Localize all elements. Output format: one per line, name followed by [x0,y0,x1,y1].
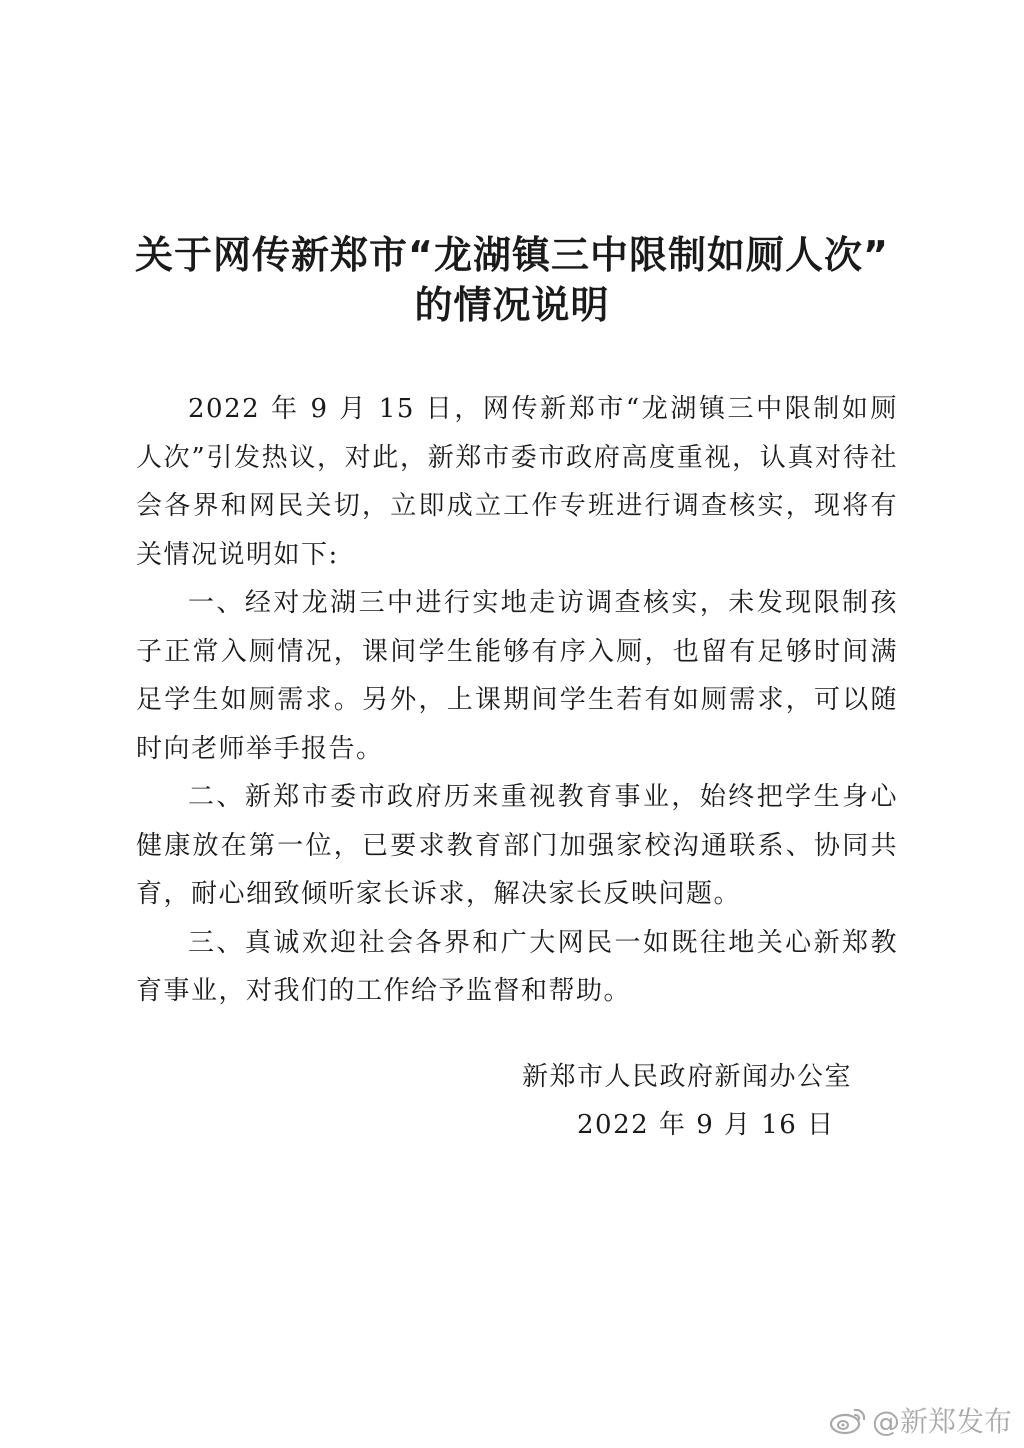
paragraph-point-3: 三、真诚欢迎社会各界和广大网民一如既往地关心新郑教育事业，对我们的工作给予监督和帮助。 [136,927,898,1006]
paragraph-point-1: 一、经对龙湖三中进行实地走访调查核实，未发现限制孩子正常入厕情况，课间学生能够有序入厕，也留有足够时间满足学生如厕需求。另外，上课期间学生若有如厕需求，可以随时向老师举手报告。 [136,588,898,764]
weibo-watermark [828,1400,1012,1440]
document-title-line-1: 关于网传新郑市“龙湖镇三中限制如厕人次” [135,233,889,277]
document-body [136,385,898,1016]
paragraph-point-2: 二、新郑市委市政府历来重视教育事业，始终把学生身心健康放在第一位，已要求教育部门加强家校沟通联系、协同共育，耐心细致倾听家长诉求，解决家长反映问题。 [136,782,898,909]
document-title-line-2: 的情况说明 [414,283,610,327]
weibo-icon [828,1405,868,1435]
signature-date: 2022 年 9 月 16 日 [577,1110,835,1140]
signature-organization: 新郑市人民政府新闻办公室 [522,1062,853,1092]
paragraph-intro: 2022 年 9 月 15 日，网传新郑市“龙湖镇三中限制如厕人次”引发热议，对此，新郑市委市政府高度重视，认真对待社会各界和网民关切，立即成立工作专班进行调查核实，现将有关情况说明如下: [136,394,898,570]
watermark-text: @新郑发布 [871,1405,1012,1438]
